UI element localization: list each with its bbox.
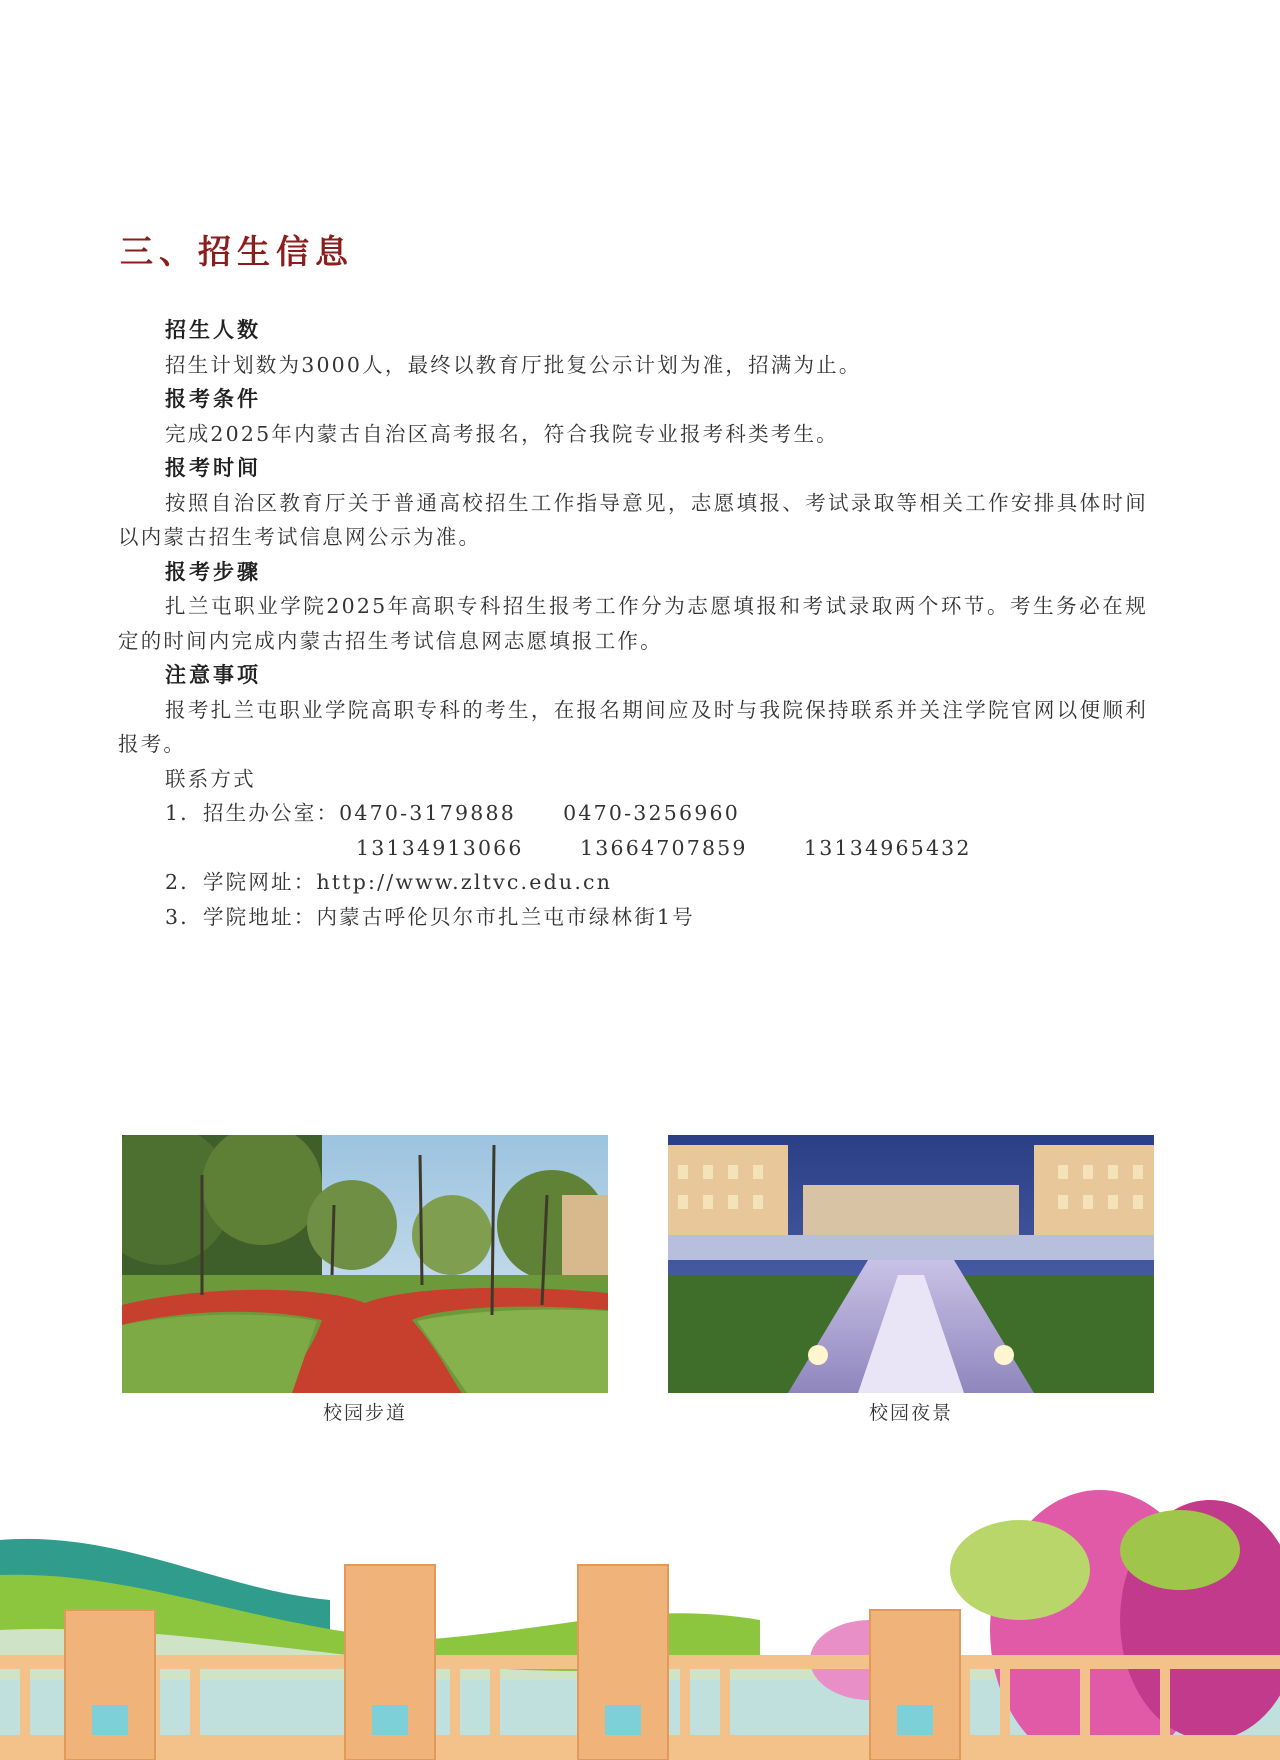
- heading-schedule: 报考时间: [165, 456, 261, 480]
- heading-requirements: 报考条件: [165, 387, 261, 411]
- photo-campus-walkway: [122, 1135, 608, 1393]
- photo-campus-night: [668, 1135, 1154, 1393]
- mobile-phone-1: 13134913066: [356, 835, 524, 860]
- footer-decoration: [0, 1480, 1280, 1760]
- address-label: 3．学院地址：: [165, 904, 317, 929]
- paragraph-steps: 扎兰屯职业学院2025年高职专科招生报考工作分为志愿填报和考试录取两个环节。考生务必在规定的时间内完成内蒙古招生考试信息网志愿填报工作。: [118, 594, 1148, 653]
- heading-notes: 注意事项: [165, 663, 261, 687]
- office-phone-1: 0470-3179888: [339, 801, 516, 825]
- contact-heading: 联系方式: [165, 766, 256, 791]
- paragraph-notes: 报考扎兰屯职业学院高职专科的考生，在报名期间应及时与我院保持联系并关注学院官网以便顺利报考。: [118, 697, 1148, 756]
- contact-website-line: [118, 865, 1148, 900]
- address-text: 内蒙古呼伦贝尔市扎兰屯市绿林街1号: [316, 904, 695, 929]
- website-label: 2．学院网址：: [165, 870, 317, 894]
- paragraph-requirements: 完成2025年内蒙古自治区高考报名，符合我院专业报考科类考生。: [165, 421, 839, 446]
- contact-address-line: [118, 900, 1148, 935]
- contact-mobile-line: [118, 831, 1148, 866]
- caption-campus-walkway: 校园步道: [322, 1402, 407, 1424]
- contact-office-line: [118, 796, 1148, 831]
- paragraph-schedule: 按照自治区教育厅关于普通高校招生工作指导意见，志愿填报、考试录取等相关工作安排具体时间以内蒙古招生考试信息网公示为准。: [118, 490, 1148, 549]
- caption-campus-night: 校园夜景: [868, 1402, 953, 1424]
- mobile-phone-3: 13134965432: [804, 835, 972, 860]
- admission-info-content: [118, 313, 1148, 934]
- website-link[interactable]: http://www.zltvc.edu.cn: [316, 870, 613, 894]
- office-phone-2: 0470-3256960: [563, 801, 740, 825]
- mobile-phone-2: 13664707859: [580, 835, 748, 860]
- paragraph-enrollment-count: 招生计划数为3000人，最终以教育厅批复公示计划为准，招满为止。: [165, 352, 862, 377]
- office-label: 1．招生办公室：: [165, 801, 340, 825]
- heading-enrollment-count: 招生人数: [165, 318, 261, 342]
- section-title: 三、招生信息: [120, 232, 354, 271]
- heading-steps: 报考步骤: [165, 559, 261, 584]
